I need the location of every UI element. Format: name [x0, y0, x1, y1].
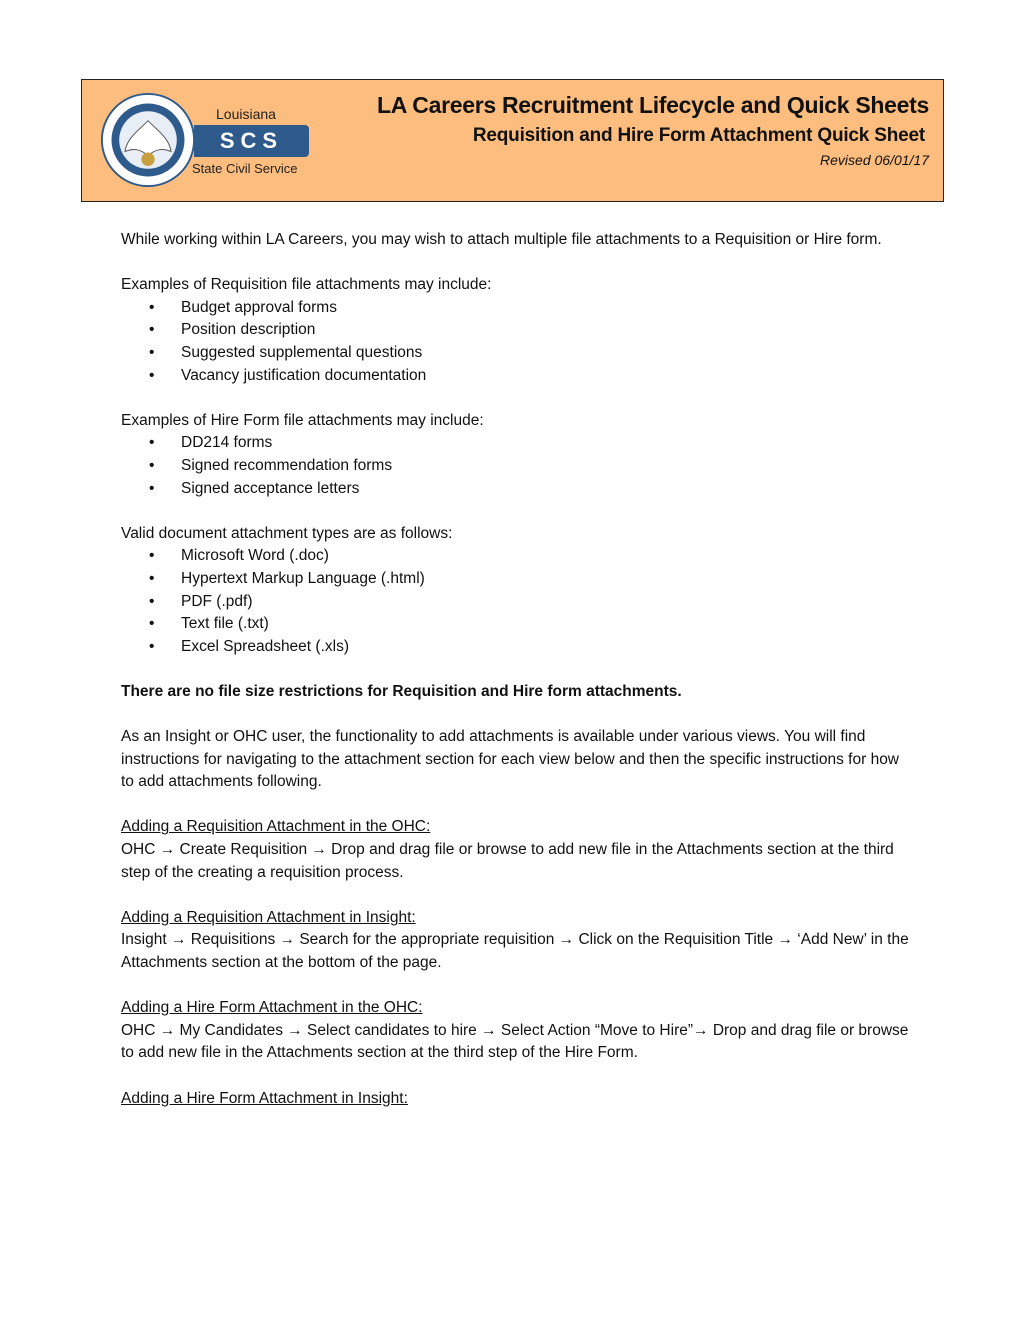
- size-note: There are no file size restrictions for Requisition and Hire form attachments.: [121, 682, 682, 700]
- revised-date: Revised 06/01/17: [820, 152, 929, 168]
- list-item: • Excel Spreadsheet (.xls): [121, 636, 911, 659]
- logo-abbr: SCS: [194, 125, 309, 157]
- list-item: • Signed acceptance letters: [121, 478, 911, 501]
- section-heading-hire-insight: Adding a Hire Form Attachment in Insight:: [121, 1089, 408, 1107]
- logo-state-text: Louisiana: [216, 106, 276, 122]
- valid-types-heading: Valid document attachment types are as follows:: [121, 524, 453, 542]
- logo-org-name: State Civil Service: [192, 161, 298, 176]
- section-text-hire-ohc: OHC → My Candidates → Select candidates to hire → Select Action “Move to Hire”→ Drop and drag file or browse to add new file in the Attachments section at the third step of the Hire Form.: [121, 1021, 909, 1062]
- section-heading-hire-ohc: Adding a Hire Form Attachment in the OHC:: [121, 999, 423, 1017]
- list-item: • Text file (.txt): [121, 613, 911, 636]
- list-item: • PDF (.pdf): [121, 591, 911, 614]
- louisiana-seal-logo: [100, 92, 196, 188]
- header-banner: [81, 79, 944, 202]
- list-item: • Microsoft Word (.doc): [121, 545, 911, 568]
- section-heading-req-ohc: Adding a Requisition Attachment in the OHC:: [121, 818, 431, 836]
- list-item: • Vacancy justification documentation: [121, 365, 911, 388]
- requisition-examples-heading: Examples of Requisition file attachments may include:: [121, 276, 492, 294]
- document-body: [121, 229, 911, 1110]
- hire-examples-list: [121, 432, 911, 500]
- section-text-req-insight: Insight → Requisitions → Search for the appropriate requisition → Click on the Requisition Title → ‘Add New’ in the Attachments section at the bottom of the page.: [121, 931, 909, 971]
- list-item: • Budget approval forms: [121, 297, 911, 320]
- views-intro-paragraph: As an Insight or OHC user, the functionality to add attachments is available under various views. You will find instructions for navigating to the attachment section for each view below and then the specific instructions for how to add attachments following.: [121, 728, 900, 791]
- page-subtitle: Requisition and Hire Form Attachment Quick Sheet: [472, 125, 925, 146]
- requisition-examples-list: [121, 297, 911, 387]
- page-title: LA Careers Recruitment Lifecycle and Quick Sheets: [377, 92, 929, 118]
- list-item: • Position description: [121, 319, 911, 342]
- valid-types-list: [121, 545, 911, 658]
- list-item: • Hypertext Markup Language (.html): [121, 568, 911, 591]
- list-item: • DD214 forms: [121, 432, 911, 455]
- hire-examples-heading: Examples of Hire Form file attachments may include:: [121, 411, 484, 429]
- list-item: • Suggested supplemental questions: [121, 342, 911, 365]
- list-item: • Signed recommendation forms: [121, 455, 911, 478]
- intro-paragraph: While working within LA Careers, you may wish to attach multiple file attachments to a Requisition or Hire form.: [121, 231, 882, 248]
- section-heading-req-insight: Adding a Requisition Attachment in Insight:: [121, 908, 416, 926]
- section-text-req-ohc: OHC → Create Requisition → Drop and drag file or browse to add new file in the Attachments section at the third step of the creating a requisition process.: [121, 841, 894, 881]
